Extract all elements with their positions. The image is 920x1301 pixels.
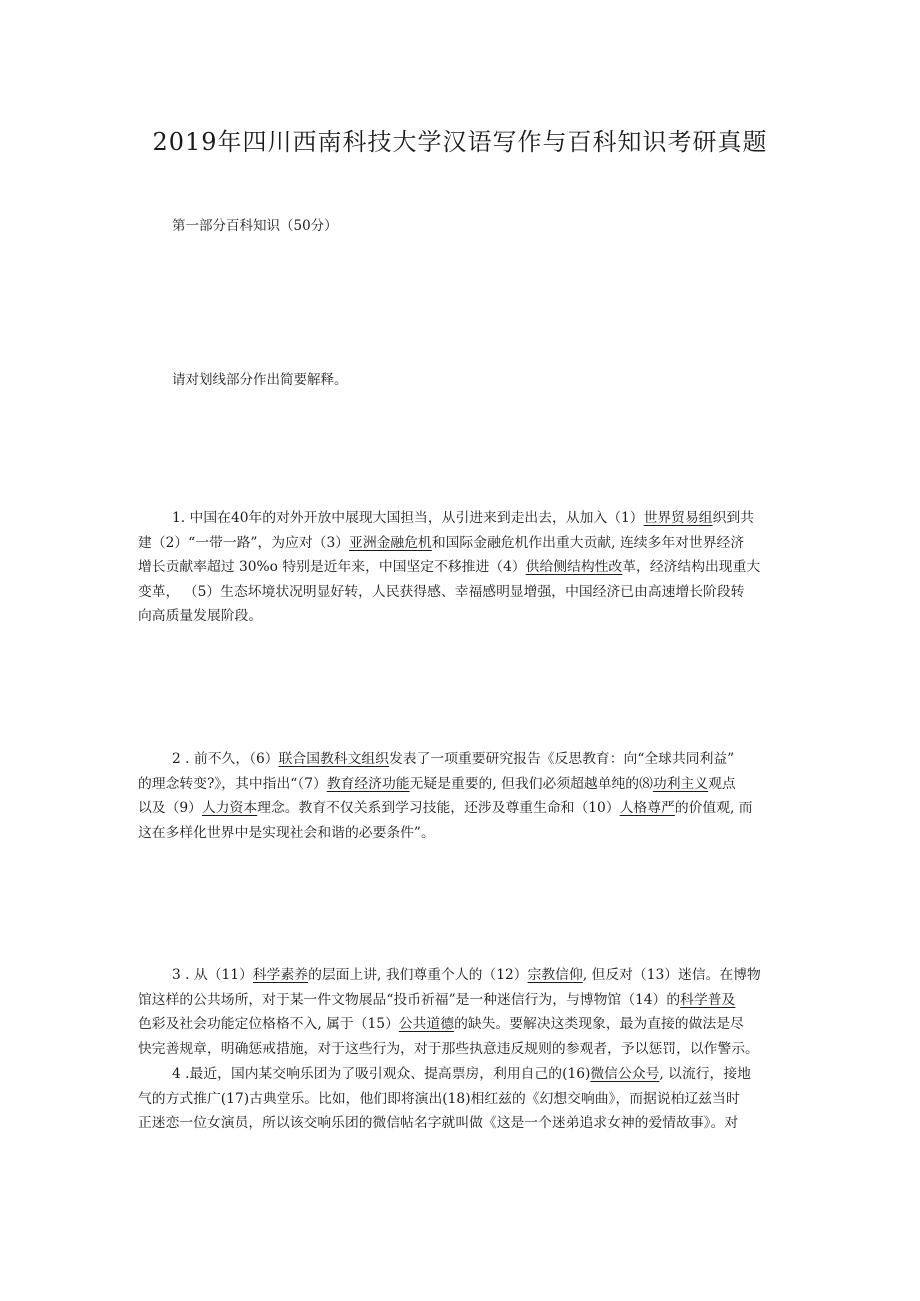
text: 发表了一项重要研究报告《反思教育：向“全球共同利益”	[388, 751, 735, 767]
instruction-text: 请对划线部分作出简要解释。	[172, 372, 348, 388]
term-14: 科学普及	[680, 991, 736, 1008]
text: 的理念转变?》，其中指出“（7）	[138, 775, 327, 792]
text: 织到共	[712, 510, 754, 526]
term-4: 供给侧结构性改	[525, 559, 623, 576]
text: , 但反对（13）迷信。在博物	[582, 967, 761, 983]
question-3	[138, 963, 786, 1061]
text: 理念。教育不仅关系到学习技能，还涉及尊重生命和（10）	[257, 800, 620, 817]
q3-line-4: 快完善规章，明确惩戒措施，对于这些行为，对于那些执意违反规则的参观者，予以惩罚，以作警示。	[138, 1040, 759, 1057]
term-10: 人格尊严	[619, 800, 675, 817]
text: , 以流行，接地	[659, 1066, 751, 1082]
text: 无疑是重要的, 但我们必须超越单纯的⑻	[409, 775, 653, 792]
q2-line-3	[138, 796, 786, 821]
term-11: 科学素养	[252, 967, 309, 983]
q1-line-1	[138, 506, 786, 531]
q4-line-2: 气的方式推广(17)古典堂乐。比如，他们即将演出(18)相红兹的《幻想交响曲》，而据说柏辽兹当时	[138, 1090, 740, 1107]
q2-line-2	[138, 772, 786, 797]
term-16: 微信公众号	[590, 1066, 660, 1082]
text: 的层面上讲, 我们尊重个人的（12）	[308, 967, 528, 983]
question-4	[138, 1062, 786, 1136]
term-12: 宗教信仰	[527, 967, 583, 983]
q4-line-1	[138, 1062, 786, 1087]
text: 革，经济结构出现重大	[622, 559, 761, 576]
text: 色彩及社会功能定位格格不入, 属于（15）	[138, 1016, 399, 1033]
term-7: 教育经济功能	[326, 775, 410, 792]
term-3: 亚洲金融危机	[349, 534, 432, 551]
text: 增长贡献率超过 30%o 特别是近年来，中国坚定不移推进（4）	[138, 559, 526, 576]
q3-line-2	[138, 988, 786, 1013]
text: 和国际金融危机作出重大贡献, 连续多年对世界经济	[431, 534, 745, 551]
section-heading: 第一部分百科知识（50分）	[172, 218, 338, 234]
q1-line-4: 变革， （5）生态坏境状况明显好转，人民获得感、幸福感明显增强，中国经济已由高速增长阶段转	[138, 583, 745, 600]
term-15: 公共道德	[398, 1016, 455, 1033]
term-6: 联合国教科文组织	[278, 751, 389, 767]
q3-line-3	[138, 1012, 786, 1037]
term-8: 功利主义	[652, 775, 709, 792]
text: 的价值观, 而	[674, 800, 753, 817]
q2-line-1	[138, 747, 786, 772]
term-9: 人力资本	[201, 800, 258, 817]
q1-line-5: 向高质量发展阶段。	[138, 608, 263, 625]
text: 馆这样的公共场所，对于某一件文物展品“投币祈福”是一种迷信行为，与博物馆（14）的	[138, 991, 681, 1008]
q1-line-2	[138, 531, 786, 556]
text: 建（2）“一带一路”，为应对（3）	[138, 534, 350, 551]
text: 的缺失。要解决这类现象，最为直接的做法是尽	[454, 1016, 744, 1033]
text: 以及（9）	[138, 800, 202, 817]
question-1	[138, 506, 786, 629]
text: 2 . 前不久，（6）	[172, 751, 279, 767]
text: 1. 中国在40年的对外开放中展现大国担当，从引进来到走出去，从加入（1）	[172, 510, 644, 526]
text: 观点	[708, 775, 736, 792]
text: 3 . 从（11）	[172, 967, 253, 983]
q4-line-3: 正迷恋一位女演员，所以该交响乐团的微信帖名字就叫做《这是一个迷弟追求女神的爱情故事》。对	[138, 1115, 739, 1132]
q1-line-3	[138, 555, 786, 580]
question-2	[138, 747, 786, 845]
term-1: 世界贸易组	[643, 510, 713, 526]
q3-line-1	[138, 963, 786, 988]
page-title: 2019年四川西南科技大学汉语写作与百科知识考研真题	[152, 128, 768, 156]
text: 4 .最近，国内某交响乐团为了吸引观众、提高票房，利用自己的(16)	[172, 1066, 591, 1082]
q2-line-4: 这在多样化世界中是实现社会和谐的必要条件”。	[138, 824, 435, 841]
